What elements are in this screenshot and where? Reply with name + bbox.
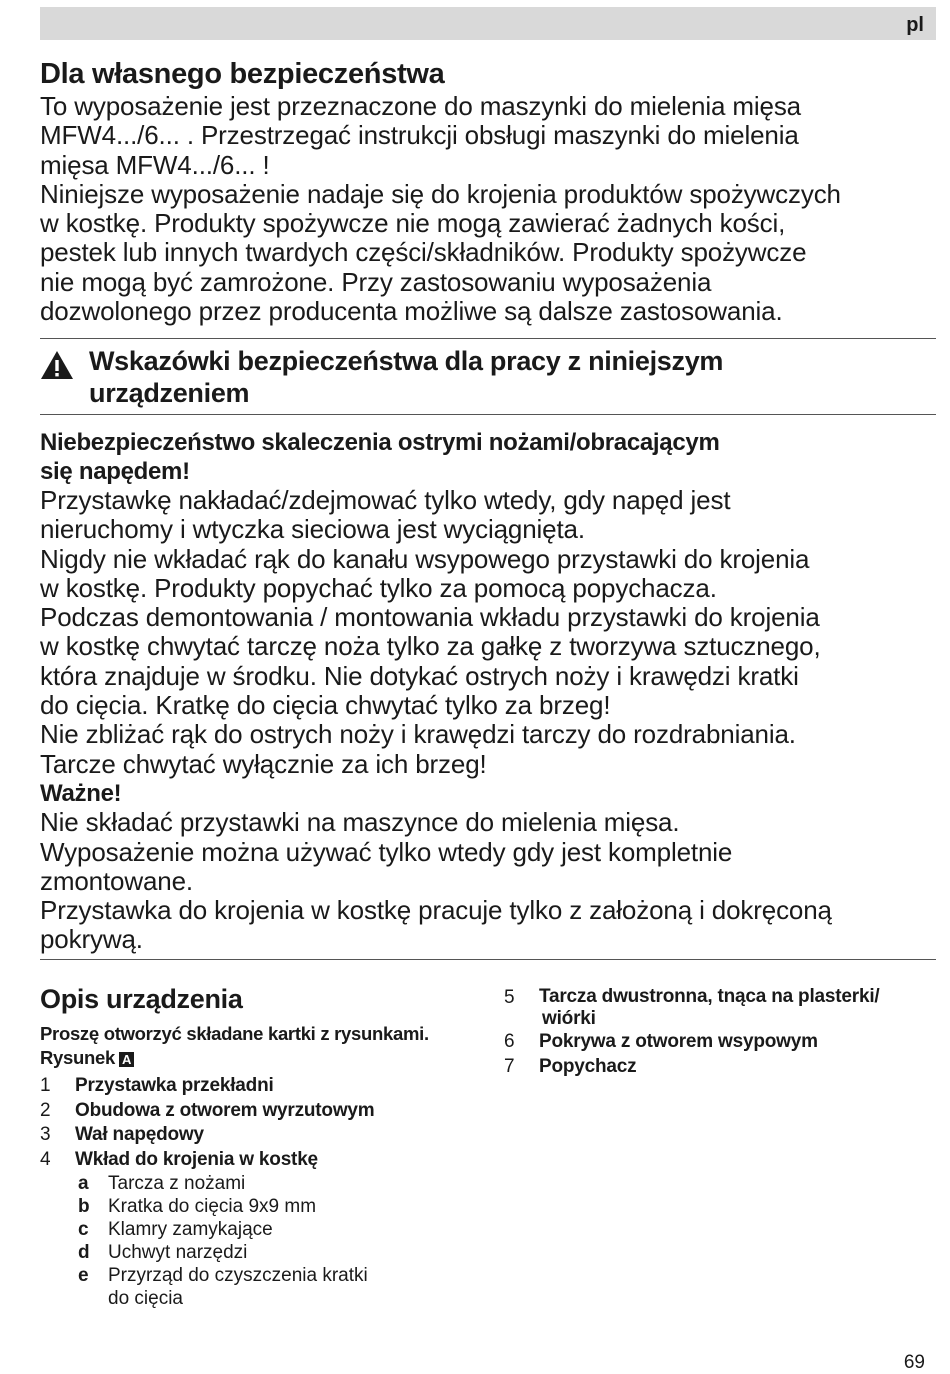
intro-paragraph <box>40 92 936 326</box>
divider <box>40 959 936 960</box>
page-number: 69 <box>903 1352 925 1373</box>
section-title-safety-instructions <box>89 345 723 409</box>
figure-label: Rysunek <box>40 1047 116 1068</box>
item-label: Popychacz <box>539 1055 637 1077</box>
text-line: do cięcia. Kratkę do cięcia chwytać tylko za brzeg! <box>40 690 611 721</box>
text-line: nie mogą być zamrożone. Przy zastosowaniu wyposażenia <box>40 266 712 297</box>
text-line: Przystawka do krojenia w kostkę pracuje tylko z założoną i dokręconą <box>40 895 832 926</box>
description-intro <box>40 1022 429 1070</box>
figure-reference <box>40 1046 429 1070</box>
text-line: Niniejsze wyposażenie nadaje się do krojenia produktów spożywczych <box>40 178 841 209</box>
item-number: 2 <box>40 1099 51 1121</box>
list-item <box>40 1123 374 1148</box>
sub-list-item <box>40 1241 374 1264</box>
item-label: Przystawka przekładni <box>75 1075 274 1096</box>
list-item <box>40 1074 374 1099</box>
title-line: urządzeniem <box>89 378 250 408</box>
text-line: nieruchomy i wtyczka sieciowa jest wyciągnięta. <box>40 514 585 545</box>
item-label <box>539 986 880 1030</box>
parts-list-right <box>504 986 880 1079</box>
list-item <box>40 1148 374 1173</box>
item-label: Obudowa z otworem wyrzutowym <box>75 1099 375 1121</box>
text-line: pokrywą. <box>40 924 143 955</box>
item-label-line: wiórki <box>542 1008 596 1029</box>
text-line: To wyposażenie jest przeznaczone do maszynki do mielenia mięsa <box>40 91 801 121</box>
danger-line: Niebezpieczeństwo skaleczenia ostrymi nożami/obracającym <box>40 429 720 456</box>
language-header-bar <box>40 7 936 40</box>
parts-list-left <box>40 1074 374 1310</box>
section-title-description: Opis urządzenia <box>40 984 243 1014</box>
text-line: mięsa MFW4.../6... ! <box>40 149 270 180</box>
list-item <box>504 1055 880 1080</box>
sub-list-item <box>40 1264 374 1310</box>
sub-item-letter: c <box>78 1219 89 1240</box>
sub-item-label: Klamry zamykające <box>108 1219 273 1240</box>
item-number: 3 <box>40 1124 51 1145</box>
divider <box>40 414 936 415</box>
item-label-line: Tarcza dwustronna, tnąca na plasterki/ <box>539 986 880 1007</box>
item-number: 1 <box>40 1075 51 1096</box>
sub-item-label: Uchwyt narzędzi <box>108 1242 248 1263</box>
sub-list-item <box>40 1172 374 1195</box>
text-line: dozwolonego przez producenta możliwe są dalsze zastosowania. <box>40 296 783 327</box>
text-line: w kostkę chwytać tarczę noża tylko za gałkę z tworzywa sztucznego, <box>40 631 821 662</box>
text-line: Wyposażenie można używać tylko wtedy gdy jest kompletnie <box>40 836 733 867</box>
text-line: w kostkę. Produkty popychać tylko za pomocą popychacza. <box>40 572 717 603</box>
item-number: 7 <box>504 1055 515 1077</box>
danger-heading <box>40 428 719 486</box>
text-line: MFW4.../6... . Przestrzegać instrukcji obsługi maszynki do mielenia <box>40 120 799 151</box>
danger-line: się napędem! <box>40 458 190 485</box>
text-line: Nie zbliżać rąk do ostrych noży i krawędzi tarczy do rozdrabniania. <box>40 719 796 750</box>
figure-letter-box: A <box>119 1052 134 1067</box>
sub-item-letter: d <box>78 1242 90 1263</box>
item-number: 4 <box>40 1148 51 1170</box>
sub-item-label-line: Przyrząd do czyszczenia kratki <box>108 1265 368 1286</box>
list-item <box>40 1099 374 1124</box>
sub-item-label <box>108 1264 368 1310</box>
sub-list-item <box>40 1218 374 1241</box>
sub-item-letter: e <box>78 1265 89 1286</box>
text-line: która znajduje w środku. Nie dotykać ostrych noży i krawędzi kratki <box>40 660 799 691</box>
text-line: pestek lub innych twardych części/składników. Produkty spożywcze <box>40 237 807 268</box>
intro-text: Proszę otworzyć składane kartki z rysunkami. <box>40 1023 429 1044</box>
sub-item-letter: b <box>78 1196 90 1217</box>
title-line: Wskazówki bezpieczeństwa dla pracy z niniejszym <box>89 346 724 376</box>
text-line: Tarcze chwytać wyłącznie za ich brzeg! <box>40 748 487 779</box>
divider <box>40 338 936 339</box>
item-label: Pokrywa z otworem wsypowym <box>539 1031 818 1052</box>
text-line: Nie składać przystawki na maszynce do mielenia mięsa. <box>40 807 680 838</box>
sub-item-label: Kratka do cięcia 9x9 mm <box>108 1196 317 1217</box>
sub-item-letter: a <box>78 1173 89 1194</box>
item-label: Wkład do krojenia w kostkę <box>75 1148 318 1170</box>
text-line: zmontowane. <box>40 865 193 896</box>
important-heading: Ważne! <box>40 779 122 807</box>
safety-paragraph <box>40 486 936 955</box>
item-number: 5 <box>504 987 515 1008</box>
sub-item-label: Tarcza z nożami <box>108 1173 246 1194</box>
section-title-safety: Dla własnego bezpieczeństwa <box>40 58 445 90</box>
list-item <box>504 1030 880 1055</box>
text-line: Nigdy nie wkładać rąk do kanału wsypowego przystawki do krojenia <box>40 543 810 574</box>
text-line: Podczas demontowania / montowania wkładu przystawki do krojenia <box>40 602 820 633</box>
item-number: 6 <box>504 1031 515 1052</box>
warning-triangle-icon <box>40 350 74 380</box>
sub-list-item <box>40 1195 374 1218</box>
text-line: Przystawkę nakładać/zdejmować tylko wtedy, gdy napęd jest <box>40 485 731 515</box>
list-item <box>504 986 880 1030</box>
item-label: Wał napędowy <box>75 1124 204 1145</box>
text-line: w kostkę. Produkty spożywcze nie mogą zawierać żadnych kości, <box>40 208 786 239</box>
language-code: pl <box>906 14 924 36</box>
sub-item-label-line: do cięcia <box>108 1288 183 1309</box>
